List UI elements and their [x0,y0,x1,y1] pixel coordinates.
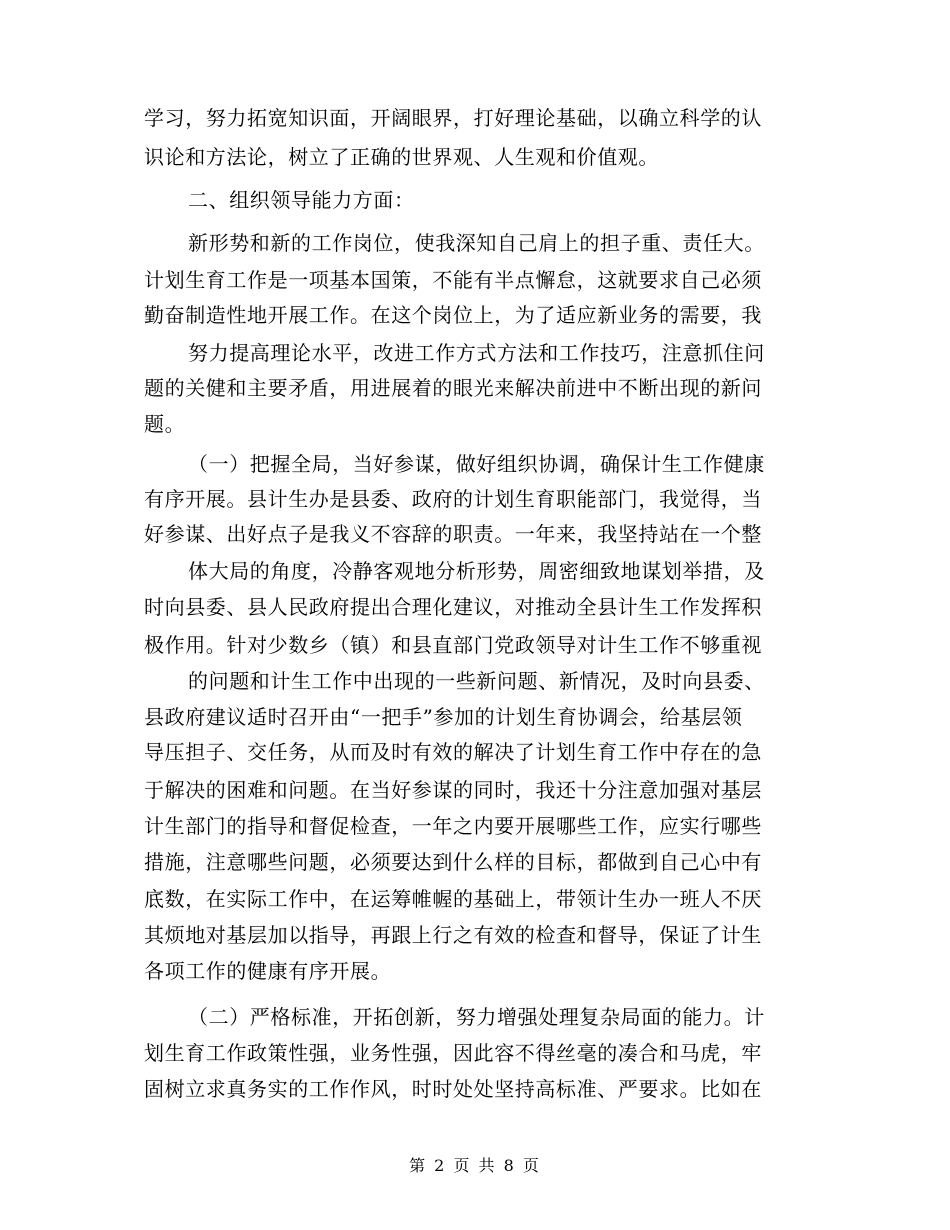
text-line: 划生育工作政策性强，业务性强，因此容不得丝毫的凑合和马虎，牢 [144,1041,762,1065]
text-line: 各项工作的健康有序开展。 [144,959,392,983]
text-line: 题的关健和主要矛盾，用进展着的眼光来解决前进中不断出现的新问 [144,376,762,400]
subsection-heading: （一）把握全局，当好参谋，做好组织协调，确保计生工作健康 [188,452,765,476]
text-line: 其烦地对基层加以指导，再跟上行之有效的检查和督导，保证了计生 [144,923,762,947]
text-line: 好参谋、出好点子是我义不容辞的职责。一年来，我坚持站在一个整 [144,522,762,546]
text-line: 新形势和新的工作岗位，使我深知自己肩上的担子重、责任大。 [188,231,765,255]
text-line: 导压担子、交任务，从而及时有效的解决了计划生育工作中存在的急 [144,740,762,764]
text-line: 勤奋制造性地开展工作。在这个岗位上，为了适应新业务的需要，我 [144,303,762,327]
text-line: 措施，注意哪些问题，必须要达到什么样的目标，都做到自己心中有 [144,850,762,874]
text-line: 县政府建议适时召开由“一把手”参加的计划生育协调会，给基层领 [144,705,743,729]
page-number-footer: 第 2 页 共 8 页 [409,1156,541,1175]
text-line: 计生部门的指导和督促检查，一年之内要开展哪些工作，应实行哪些 [144,814,762,838]
text-line: 学习，努力拓宽知识面，开阔眼界，打好理论基础，以确立科学的认 [144,106,762,130]
text-line: 于解决的困难和问题。在当好参谋的同时，我还十分注意加强对基层 [144,778,762,802]
text-line: 底数，在实际工作中，在运筹帷幄的基础上，带领计生办一班人不厌 [144,887,762,911]
text-line: 体大局的角度，冷静客观地分析形势，周密细致地谋划举措，及 [188,559,765,583]
text-line: 识论和方法论，树立了正确的世界观、人生观和价值观。 [144,145,659,169]
text-line: 努力提高理论水平，改进工作方式方法和工作技巧，注意抓住问 [188,341,765,365]
text-line: 的问题和计生工作中出现的一些新问题、新情况，及时向县委、 [188,669,765,693]
text-line: 极作用。针对少数乡（镇）和县直部门党政领导对计生工作不够重视 [144,633,762,657]
text-line: 题。 [144,412,186,436]
section-heading: 二、组织领导能力方面： [188,188,415,212]
text-line: 有序开展。县计生办是县委、政府的计划生育职能部门，我觉得，当 [144,487,762,511]
subsection-heading: （二）严格标准，开拓创新，努力增强处理复杂局面的能力。计 [188,1005,765,1029]
text-line: 固树立求真务实的工作作风，时时处处坚持高标准、严要求。比如在 [144,1077,762,1101]
text-line: 计划生育工作是一项基本国策，不能有半点懈怠，这就要求自己必须 [144,268,762,292]
text-line: 时向县委、县人民政府提出合理化建议，对推动全县计生工作发挥积 [144,595,762,619]
